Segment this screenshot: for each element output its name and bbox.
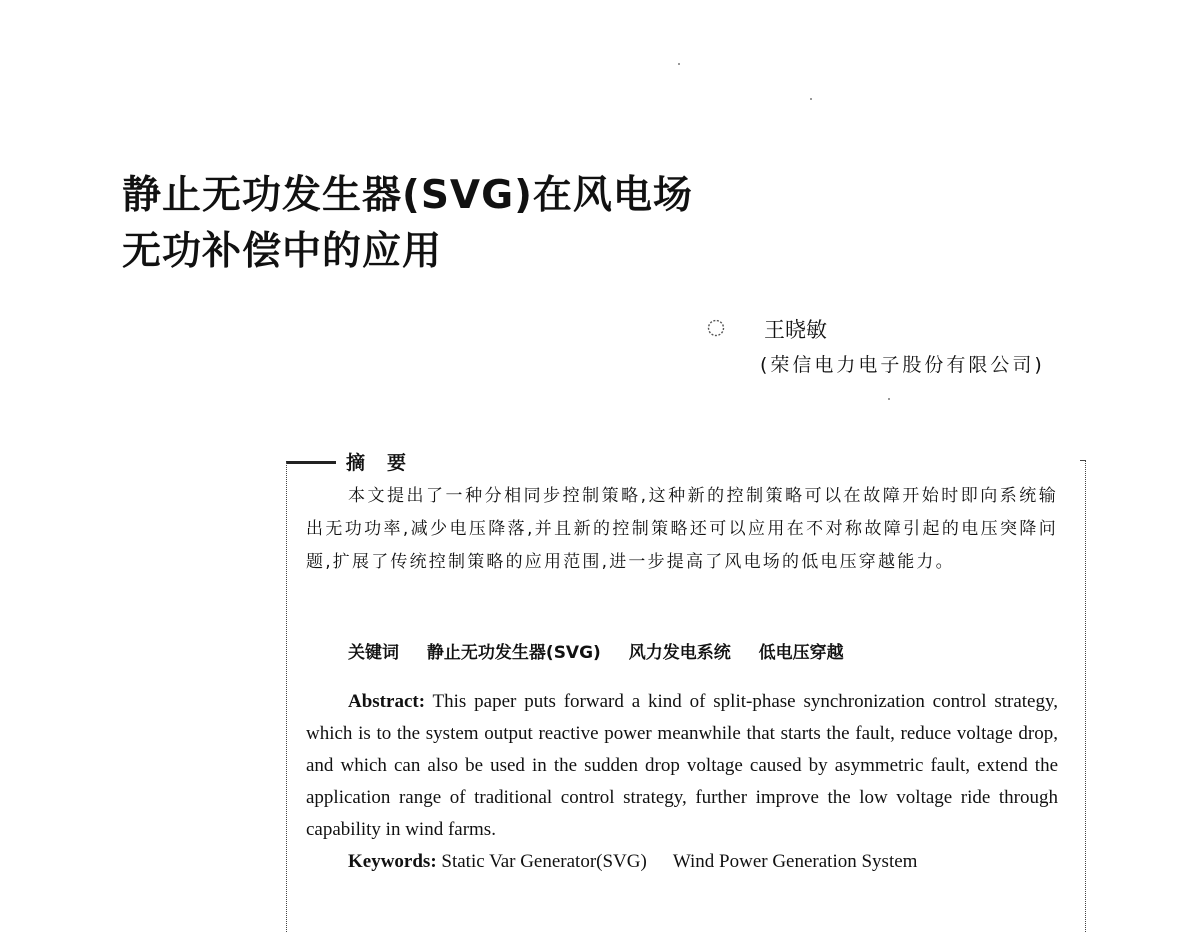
keywords-en (306, 846, 1058, 878)
keywords-label-en: Keywords: (348, 851, 437, 872)
keyword-cn-item: 静止无功发生器(SVG) (426, 643, 601, 663)
box-right-tick (1080, 460, 1086, 461)
scan-speck (678, 63, 680, 65)
abstract-label-en: Abstract: (348, 691, 426, 712)
keywords-cn-label: 关键词 (348, 643, 399, 663)
circle-dots-icon (706, 318, 726, 338)
abstract-body-en: This paper puts forward a kind of split-phase synchronization control strategy, which is to the system output reactive power meanwhile that starts the fault, reduce voltage drop, and which can also be used in the sudden drop voltage caused by asymmetric fault, extend the application range of traditional control strategy, further improve the low voltage ride through capability in wind farms. (306, 691, 1058, 840)
keyword-cn-item: 风力发电系统 (628, 643, 731, 663)
keyword-en-item: Static Var Generator(SVG) (441, 851, 647, 872)
keywords-cn (348, 638, 866, 663)
section-rule (286, 461, 336, 464)
scan-speck (810, 98, 812, 100)
scan-speck (888, 398, 890, 400)
abstract-text-cn: 本文提出了一种分相同步控制策略,这种新的控制策略可以在故障开始时即向系统输出无功功率,减少电压降落,并且新的控制策略还可以应用在不对称故障引起的电压突降问题,扩展了传统控制策略的应用范围,进一步提高了风电场的低电压穿越能力。 (306, 486, 1058, 572)
title-line-1: 静止无功发生器(SVG)在风电场 (122, 173, 693, 218)
box-left-border (286, 462, 287, 932)
title-line-2: 无功补偿中的应用 (122, 229, 443, 274)
paper-title (122, 168, 693, 280)
keyword-cn-item: 低电压穿越 (758, 643, 844, 663)
box-right-border (1085, 460, 1086, 932)
author-name: 王晓敏 (764, 318, 827, 342)
abstract-text-en (306, 686, 1058, 846)
abstract-heading-cn: 摘要 (346, 452, 429, 474)
keyword-en-item: Wind Power Generation System (672, 851, 918, 872)
abstract-box (286, 452, 1086, 932)
author-affiliation: (荣信电力电子股份有限公司) (760, 354, 1045, 376)
abstract-en (306, 686, 1058, 878)
